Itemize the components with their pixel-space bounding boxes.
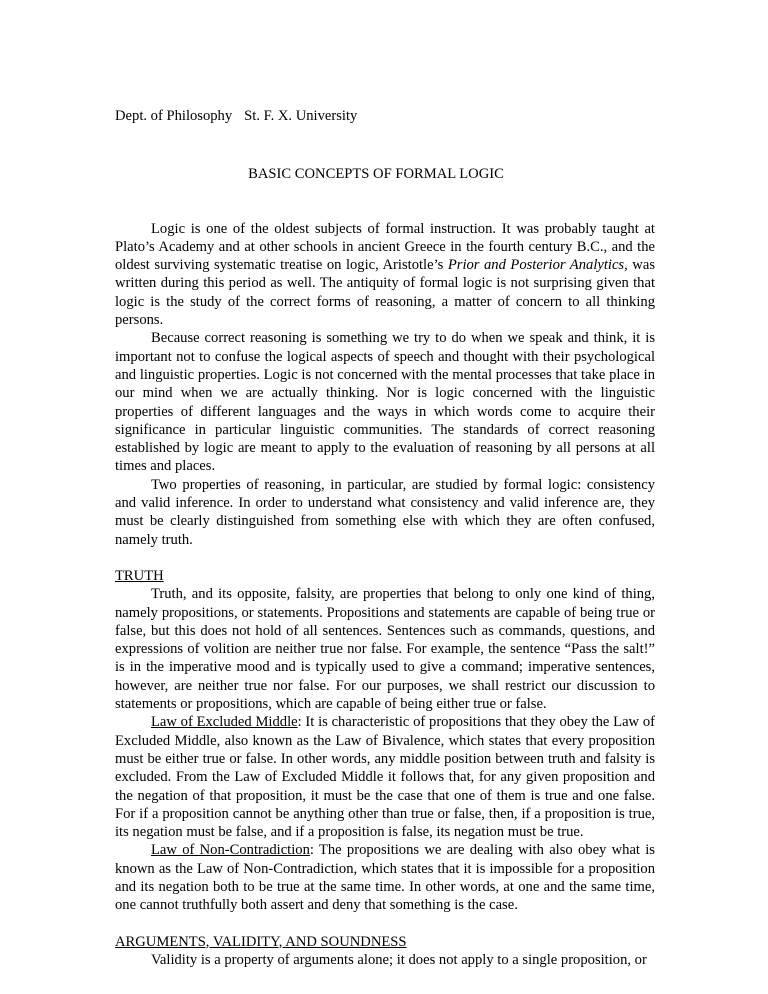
intro-paragraph-1 — [115, 220, 655, 330]
arguments-paragraph-1: Validity is a property of arguments alone; it does not apply to a single proposition, or — [151, 951, 647, 968]
intro-paragraph-1-text-a: Logic is one of the oldest subjects of formal instruction. It was probably taught at Plato’s Academy and at other schools in ancient Greece in the fourth century B.C., and the oldest surviving systematic treatise on logic, Aristotle’s — [115, 220, 655, 274]
excluded-middle-label: Law of Excluded Middle — [151, 714, 298, 731]
excluded-middle-paragraph — [115, 713, 655, 841]
non-contradiction-label: Law of Non-Contradiction — [151, 842, 310, 859]
document-page — [115, 107, 655, 969]
section-heading-truth: TRUTH — [115, 567, 164, 584]
truth-paragraph-1: Truth, and its opposite, falsity, are properties that belong to only one kind of thing, namely propositions, or statements. Propositions and statements are capable of being true or false, but this does not hold of all sentences. Sentences such as commands, questions, and expressions of volition are neither true nor false. For example, the sentence “Pass the salt!” is in the imperative mood and is typically used to give a command; imperative sentences, however, are neither true nor false. For our purposes, we shall restrict our discussion to statements or propositions, which are capable of being either true or false. — [115, 586, 655, 713]
department-name: Dept. of Philosophy — [115, 108, 233, 124]
university-name: St. F. X. University — [244, 108, 358, 124]
non-contradiction-paragraph — [115, 841, 655, 914]
document-header — [115, 107, 655, 125]
intro-paragraph-3: Two properties of reasoning, in particular, are studied by formal logic: consistency and valid inference. In order to understand what consistency and valid inference are, they must be clearly distinguished from something else with which they are often confused, namely truth. — [115, 476, 655, 548]
non-contradiction-text: : The propositions we are dealing with also obey what is known as the Law of Non-Contradiction, which states that it is impossible for a proposition and its negation both to be true at the same time. In other words, at one and the same time, one cannot truthfully both assert and deny that something is the case. — [115, 842, 655, 914]
intro-paragraph-2: Because correct reasoning is something we try to do when we speak and think, it is important not to confuse the logical aspects of speech and thought with their psychological and linguistic properties. Logic is not concerned with the mental processes that take place in our mind when we are actually thinking. Nor is logic concerned with the linguistic properties of different languages and the ways in which words come to acquire their significance in particular linguistic communities. The standards of correct reasoning established by logic are meant to apply to the evaluation of reasoning by all persons at all times and places. — [115, 330, 655, 475]
section-heading-arguments: ARGUMENTS, VALIDITY, AND SOUNDNESS — [115, 933, 407, 950]
work-title: Prior and Posterior Analytics — [447, 257, 625, 274]
excluded-middle-text: : It is characteristic of propositions that they obey the Law of Excluded Middle, also known as the Law of Bivalence, which states that every proposition must be either true or false. In other words, any middle position between truth and falsity is excluded. From the Law of Excluded Middle it follows that, for any given proposition and the negation of that proposition, it must be the case that one of them is true and one false. For if a proposition cannot be anything other than true or false, then, if a proposition is true, its negation must be false, and if a proposition is false, its negation must be true. — [115, 714, 655, 841]
document-title: BASIC CONCEPTS OF FORMAL LOGIC — [248, 166, 504, 183]
intro-paragraph-1-text-b: , was written during this period as well. The antiquity of formal logic is not surprising given that logic is the study of the correct forms of reasoning, a matter of concern to all thinking persons. — [115, 257, 655, 329]
